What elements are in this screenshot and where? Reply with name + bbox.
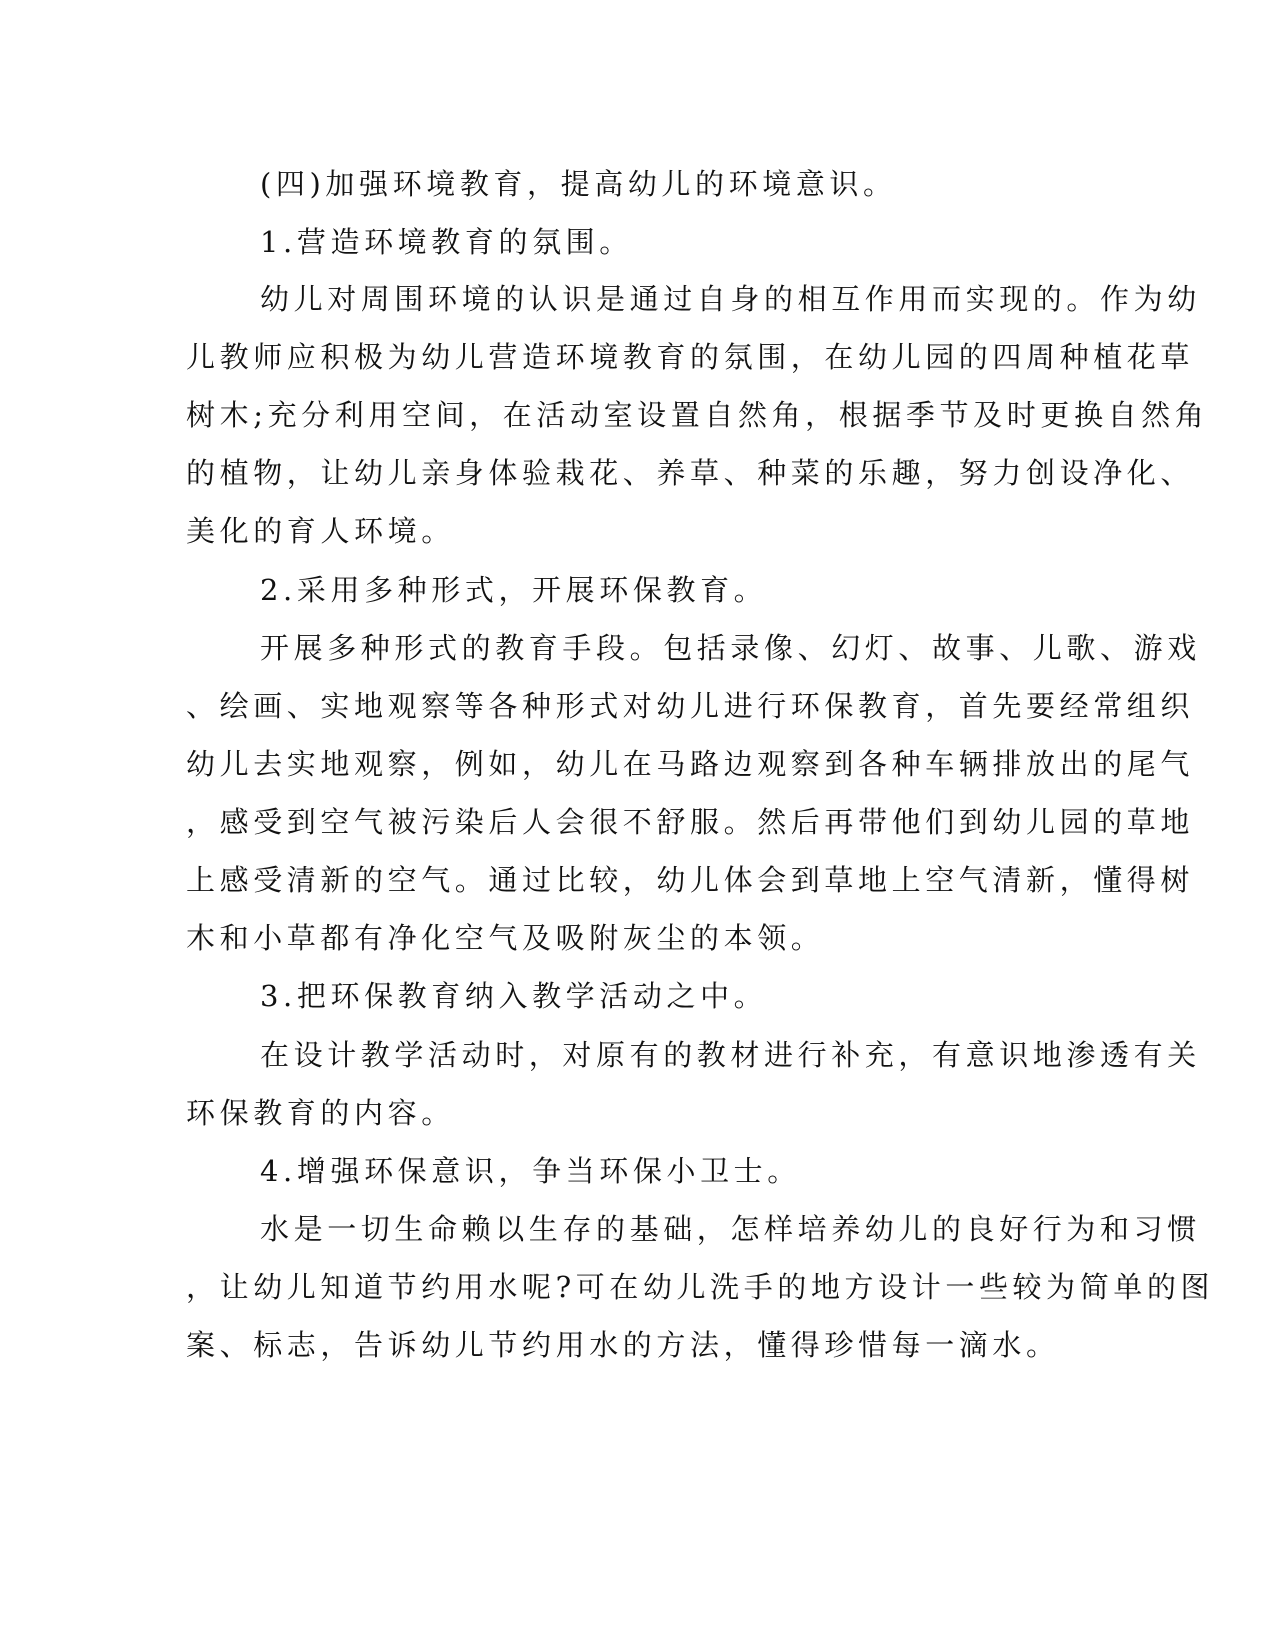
paragraph-4-line-1: 水是一切生命赖以生存的基础，怎样培养幼儿的良好行为和习惯 [260, 1212, 1201, 1246]
paragraph-1-line-3: 树木;充分利用空间，在活动室设置自然角，根据季节及时更换自然角 [186, 398, 1209, 432]
paragraph-2-line-2: 、绘画、实地观察等各种形式对幼儿进行环保教育，首先要经常组织 [186, 689, 1195, 723]
paragraph-4-line-3: 案、标志，告诉幼儿节约用水的方法，懂得珍惜每一滴水。 [186, 1328, 1060, 1362]
subheading-2: 2.采用多种形式，开展环保教育。 [260, 573, 768, 607]
paragraph-1-line-2: 儿教师应积极为幼儿营造环境教育的氛围，在幼儿园的四周种植花草 [186, 340, 1195, 374]
subheading-4: 4.增强环保意识，争当环保小卫士。 [260, 1154, 801, 1188]
paragraph-1-line-4: 的植物，让幼儿亲身体验栽花、养草、种菜的乐趣，努力创设净化、 [186, 456, 1195, 490]
paragraph-3-line-2: 环保教育的内容。 [186, 1096, 455, 1130]
paragraph-1-line-5: 美化的育人环境。 [186, 514, 455, 548]
paragraph-2-line-1: 开展多种形式的教育手段。包括录像、幻灯、故事、儿歌、游戏 [260, 631, 1201, 665]
paragraph-2-line-6: 木和小草都有净化空气及吸附灰尘的本领。 [186, 921, 825, 955]
paragraph-2-line-5: 上感受清新的空气。通过比较，幼儿体会到草地上空气清新，懂得树 [186, 863, 1195, 897]
subheading-3: 3.把环保教育纳入教学活动之中。 [260, 979, 768, 1013]
paragraph-4-line-2: ，让幼儿知道节约用水呢?可在幼儿洗手的地方设计一些较为简单的图 [186, 1270, 1215, 1304]
section-heading: (四)加强环境教育，提高幼儿的环境意识。 [260, 167, 897, 201]
paragraph-1-line-1: 幼儿对周围环境的认识是通过自身的相互作用而实现的。作为幼 [260, 282, 1201, 316]
subheading-1: 1.营造环境教育的氛围。 [260, 225, 633, 259]
paragraph-2-line-3: 幼儿去实地观察，例如，幼儿在马路边观察到各种车辆排放出的尾气 [186, 747, 1195, 781]
paragraph-2-line-4: ，感受到空气被污染后人会很不舒服。然后再带他们到幼儿园的草地 [186, 805, 1195, 839]
paragraph-3-line-1: 在设计教学活动时，对原有的教材进行补充，有意识地渗透有关 [260, 1038, 1201, 1072]
